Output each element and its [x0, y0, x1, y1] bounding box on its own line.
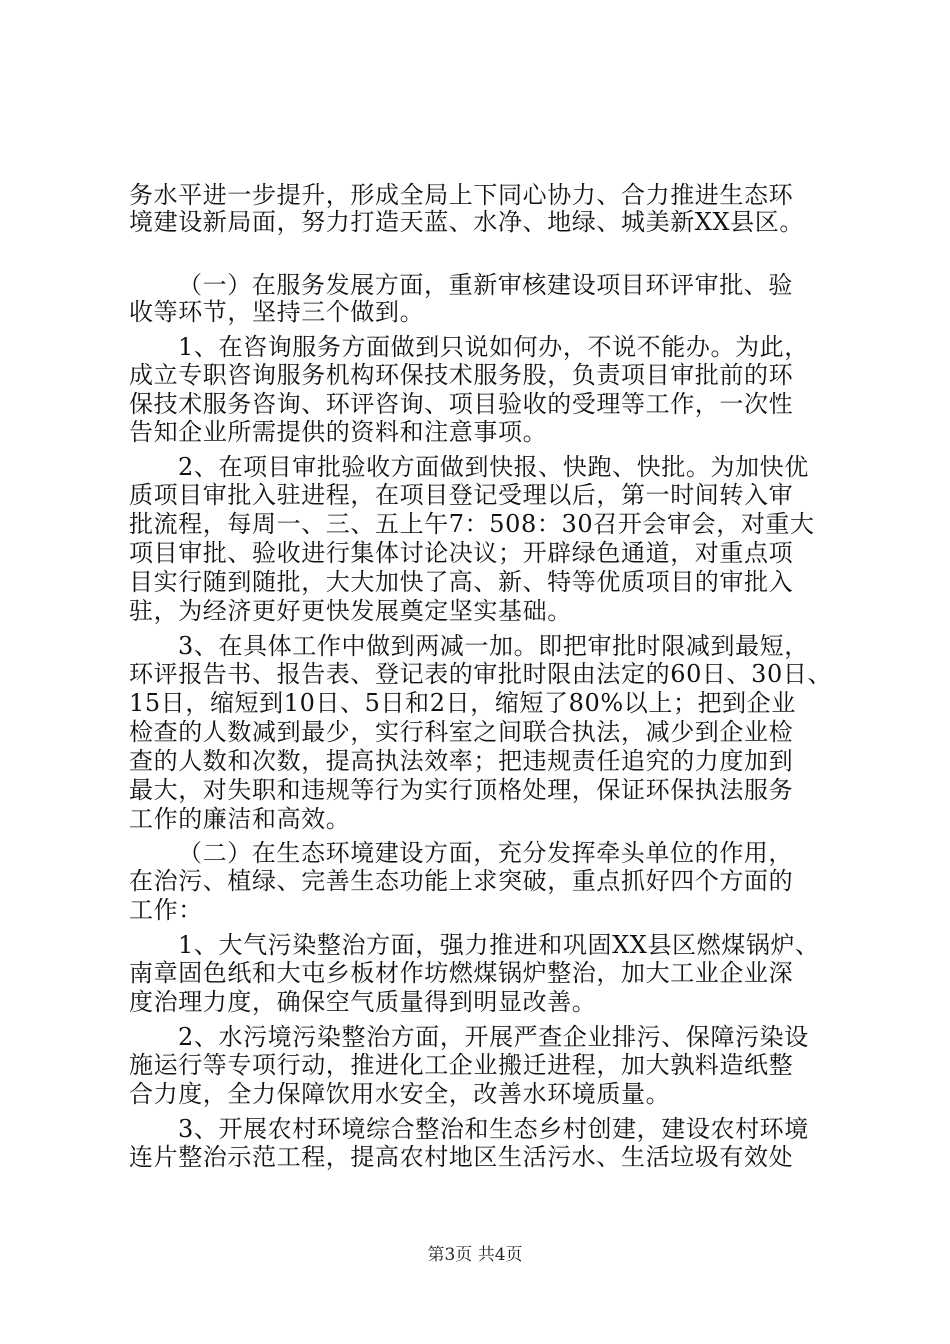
- text-line: 合力度，全力保障饮用水安全，改善水环境质量。: [129, 1080, 671, 1108]
- text-line: 目实行随到随批，大大加快了高、新、特等优质项目的审批入: [129, 568, 794, 596]
- text-line: 南章固色纸和大屯乡板材作坊燃煤锅炉整治，加大工业企业深: [129, 959, 794, 987]
- text-line: 1、在咨询服务方面做到只说如何办，不说不能办。为此，: [178, 333, 809, 361]
- text-line: （一）在服务发展方面，重新审核建设项目环评审批、验: [178, 271, 793, 299]
- text-line: 质项目审批入驻进程，在项目登记受理以后，第一时间转入审: [129, 481, 794, 509]
- page-footer: 第3页 共4页: [427, 1245, 523, 1265]
- text-line: 批流程，每周一、三、五上午7：508：30召开会审会，对重大: [129, 510, 815, 538]
- text-line: 2、在项目审批验收方面做到快报、快跑、快批。为加快优: [178, 453, 809, 481]
- text-line: 3、在具体工作中做到两减一加。即把审批时限减到最短，: [178, 632, 809, 660]
- text-line: 成立专职咨询服务机构环保技术服务股，负责项目审批前的环: [129, 361, 794, 389]
- text-line: 度治理力度，确保空气质量得到明显改善。: [129, 988, 597, 1016]
- text-line: 境建设新局面，努力打造天蓝、水净、地绿、城美新XX县区。: [129, 208, 804, 236]
- text-line: 环评报告书、报告表、登记表的审批时限由法定的60日、30日、: [129, 660, 833, 688]
- text-line: 15日，缩短到10日、5日和2日，缩短了80%以上；把到企业: [129, 689, 796, 717]
- text-line: （二）在生态环境建设方面，充分发挥牵头单位的作用，: [178, 839, 793, 867]
- text-line: 1、大气污染整治方面，强力推进和巩固XX县区燃煤锅炉、: [178, 931, 820, 959]
- text-line: 工作：: [129, 896, 203, 924]
- text-line: 收等环节，坚持三个做到。: [129, 298, 425, 326]
- text-line: 项目审批、验收进行集体讨论决议；开辟绿色通道，对重点项: [129, 539, 794, 567]
- text-line: 最大，对失职和违规等行为实行顶格处理，保证环保执法服务: [129, 776, 794, 804]
- text-line: 工作的廉洁和高效。: [129, 805, 351, 833]
- text-line: 查的人数和次数，提高执法效率；把违规责任追究的力度加到: [129, 747, 794, 775]
- text-line: 保技术服务咨询、环评咨询、项目验收的受理等工作，一次性: [129, 390, 794, 418]
- text-line: 连片整治示范工程，提高农村地区生活污水、生活垃圾有效处: [129, 1143, 794, 1171]
- text-line: 驻，为经济更好更快发展奠定坚实基础。: [129, 597, 572, 625]
- text-line: 在治污、植绿、完善生态功能上求突破，重点抓好四个方面的: [129, 867, 794, 895]
- text-line: 检查的人数减到最少，实行科室之间联合执法，减少到企业检: [129, 718, 794, 746]
- text-line: 3、开展农村环境综合整治和生态乡村创建，建设农村环境: [178, 1115, 809, 1143]
- text-line: 2、水污境污染整治方面，开展严查企业排污、保障污染设: [178, 1023, 809, 1051]
- text-line: 告知企业所需提供的资料和注意事项。: [129, 418, 548, 446]
- text-line: 施运行等专项行动，推进化工企业搬迁进程，加大孰料造纸整: [129, 1051, 794, 1079]
- text-line: 务水平进一步提升，形成全局上下同心协力、合力推进生态环: [129, 181, 794, 209]
